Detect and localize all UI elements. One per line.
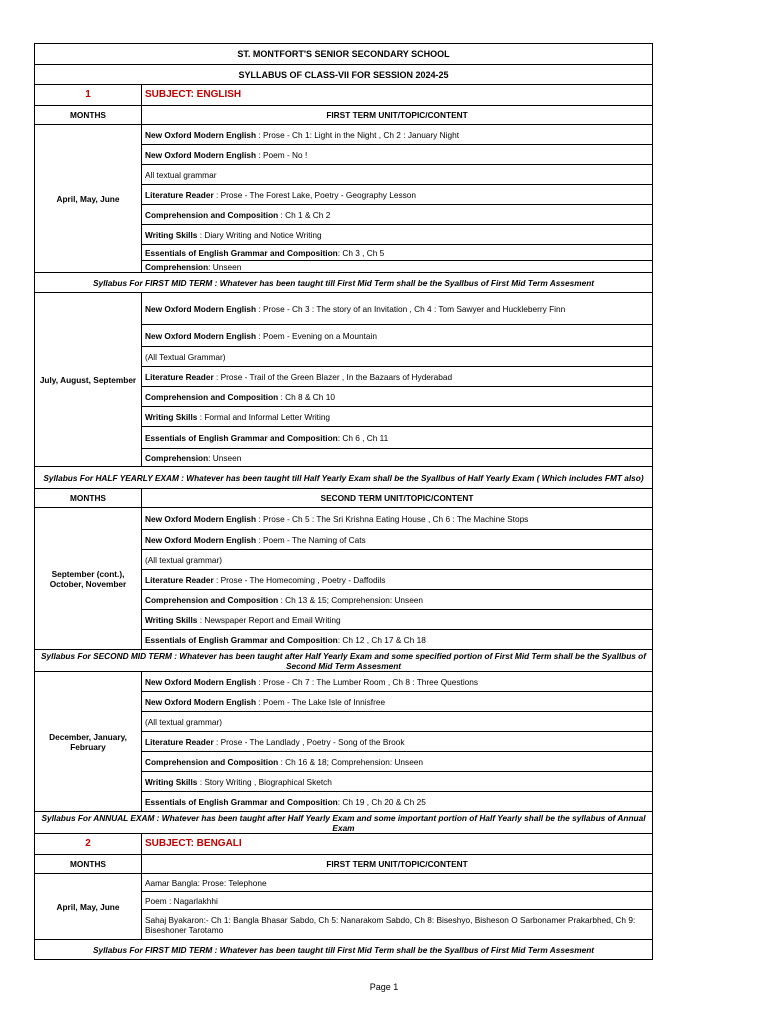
content-text: : Formal and Informal Letter Writing — [197, 411, 331, 422]
content-text: : Prose - The Homecoming , Poetry - Daffodils — [213, 574, 386, 585]
content-heading: Literature Reader — [145, 736, 214, 747]
content-text: : Ch 12 , Ch 17 & Ch 18 — [337, 634, 426, 645]
content-cell — [142, 125, 653, 145]
subject-row — [35, 85, 653, 106]
assessment-note-row — [35, 467, 653, 489]
content-text: : Diary Writing and Notice Writing — [197, 229, 322, 240]
syllabus-row — [35, 125, 653, 145]
content-text: (All textual grammar) — [145, 716, 222, 727]
content-heading: Comprehension and Composition — [145, 391, 279, 402]
content-text: : Unseen — [208, 452, 242, 463]
syllabus-row — [35, 672, 653, 692]
content-cell — [142, 165, 653, 185]
syllabus-row — [35, 508, 653, 530]
content-text: : Ch 1 & Ch 2 — [278, 209, 331, 220]
content-heading: Comprehension and Composition — [145, 756, 279, 767]
content-text: : Prose - Ch 3 : The story of an Invitation , Ch 4 : Tom Sawyer and Huckleberry Finn — [256, 303, 566, 314]
subject-number: 2 — [35, 834, 142, 855]
content-heading: Comprehension — [145, 261, 209, 272]
content-heading: Literature Reader — [145, 189, 214, 200]
syllabus-title-row — [35, 65, 653, 85]
content-cell — [142, 630, 653, 650]
months-cell: September (cont.), October, November — [35, 508, 142, 650]
content-text: All textual grammar — [145, 169, 217, 180]
syllabus-row — [35, 293, 653, 325]
content-heading: New Oxford Modern English — [145, 676, 257, 687]
content-text: Aamar Bangla: Prose: Telephone — [145, 877, 267, 888]
months-header: MONTHS — [35, 489, 142, 508]
content-heading: New Oxford Modern English — [145, 513, 257, 524]
syllabus-row — [35, 874, 653, 892]
content-cell — [142, 293, 653, 325]
content-cell — [142, 145, 653, 165]
content-heading: New Oxford Modern English — [145, 330, 257, 341]
content-cell — [142, 610, 653, 630]
content-text: : Ch 19 , Ch 20 & Ch 25 — [337, 796, 426, 807]
column-header-row — [35, 106, 653, 125]
content-text: : Prose - Ch 7 : The Lumber Room , Ch 8 : Three Questions — [256, 676, 479, 687]
subject-row — [35, 834, 653, 855]
content-cell — [142, 427, 653, 449]
content-heading: Essentials of English Grammar and Composition — [145, 247, 338, 258]
content-text: : Poem - Evening on a Mountain — [256, 330, 377, 341]
assessment-note: Syllabus For FIRST MID TERM : Whatever has been taught till First Mid Term shall be the Syallbus of First Mid Term Assesment — [35, 273, 653, 293]
content-cell — [142, 261, 653, 273]
content-cell — [142, 185, 653, 205]
content-text: : Ch 16 & 18; Comprehension: Unseen — [278, 756, 424, 767]
content-heading: Literature Reader — [145, 574, 214, 585]
content-text: : Unseen — [208, 261, 242, 272]
content-cell — [142, 367, 653, 387]
content-heading: Writing Skills — [145, 614, 198, 625]
content-text: (All Textual Grammar) — [145, 351, 226, 362]
content-text: : Poem - The Lake Isle of Innisfree — [256, 696, 386, 707]
content-cell — [142, 772, 653, 792]
content-heading: Comprehension and Composition — [145, 594, 279, 605]
content-text: : Story Writing , Biographical Sketch — [197, 776, 332, 787]
content-cell — [142, 910, 653, 940]
content-cell — [142, 692, 653, 712]
assessment-note-row — [35, 940, 653, 960]
content-cell — [142, 570, 653, 590]
content-text: : Ch 8 & Ch 10 — [278, 391, 335, 402]
months-cell: April, May, June — [35, 874, 142, 940]
content-text: : Poem - The Naming of Cats — [256, 534, 366, 545]
subject-title: SUBJECT: BENGALI — [142, 834, 653, 855]
subject-title: SUBJECT: ENGLISH — [142, 85, 653, 106]
column-header-row — [35, 855, 653, 874]
content-heading: Comprehension and Composition — [145, 209, 279, 220]
content-heading: New Oxford Modern English — [145, 303, 257, 314]
content-cell — [142, 407, 653, 427]
content-heading: Writing Skills — [145, 229, 198, 240]
assessment-note: Syllabus For HALF YEARLY EXAM : Whatever has been taught till Half Yearly Exam shall be the Syallbus of Half Yearly Exam ( Which includes FMT also) — [35, 467, 653, 489]
months-header: MONTHS — [35, 855, 142, 874]
content-text: : Prose - Ch 5 : The Sri Krishna Eating House , Ch 6 : The Machine Stops — [256, 513, 529, 524]
content-text: (All textual grammar) — [145, 554, 222, 565]
content-text: : Poem - No ! — [256, 149, 308, 160]
subject-number: 1 — [35, 85, 142, 106]
content-heading: Literature Reader — [145, 371, 214, 382]
content-cell — [142, 732, 653, 752]
content-cell — [142, 347, 653, 367]
assessment-note-row — [35, 650, 653, 672]
content-cell — [142, 550, 653, 570]
page-number: Page 1 — [369, 982, 399, 992]
content-heading: Essentials of English Grammar and Composition — [145, 796, 338, 807]
syllabus-table — [34, 43, 653, 960]
content-cell — [142, 508, 653, 530]
content-cell — [142, 672, 653, 692]
content-text: : Ch 6 , Ch 11 — [337, 432, 389, 443]
content-cell — [142, 530, 653, 550]
content-text: : Ch 13 & 15; Comprehension: Unseen — [278, 594, 424, 605]
content-cell — [142, 712, 653, 732]
content-text: : Prose - Ch 1: Light in the Night , Ch 2 : January Night — [256, 129, 460, 140]
content-text: : Newspaper Report and Email Writing — [197, 614, 341, 625]
content-text: Poem : Nagarlakhhi — [145, 895, 218, 906]
content-text: : Prose - The Landlady , Poetry - Song of the Brook — [213, 736, 405, 747]
assessment-note-row — [35, 812, 653, 834]
months-cell: July, August, September — [35, 293, 142, 467]
assessment-note: Syllabus For FIRST MID TERM : Whatever has been taught till First Mid Term shall be the Syallbus of First Mid Term Assesment — [35, 940, 653, 960]
content-header: FIRST TERM UNIT/TOPIC/CONTENT — [142, 855, 653, 874]
content-text: : Prose - Trail of the Green Blazer , In the Bazaars of Hyderabad — [213, 371, 453, 382]
content-cell — [142, 874, 653, 892]
content-header: FIRST TERM UNIT/TOPIC/CONTENT — [142, 106, 653, 125]
content-text: Sahaj Byakaron:- Ch 1: Bangla Bhasar Sabdo, Ch 5: Nanarakom Sabdo, Ch 8: Biseshyo, Bisheson O Sarbonamer Prakarbhed, Ch 9: Biseshoner Tarotamo — [145, 914, 636, 935]
content-heading: Writing Skills — [145, 411, 198, 422]
content-heading: Comprehension — [145, 452, 209, 463]
content-cell — [142, 590, 653, 610]
months-cell: April, May, June — [35, 125, 142, 273]
content-cell — [142, 892, 653, 910]
content-cell — [142, 387, 653, 407]
content-cell — [142, 245, 653, 261]
content-header: SECOND TERM UNIT/TOPIC/CONTENT — [142, 489, 653, 508]
content-heading: New Oxford Modern English — [145, 696, 257, 707]
content-text: : Prose - The Forest Lake, Poetry - Geography Lesson — [213, 189, 417, 200]
content-cell — [142, 449, 653, 467]
months-cell: December, January, February — [35, 672, 142, 812]
content-cell — [142, 325, 653, 347]
assessment-note-row — [35, 273, 653, 293]
school-title: ST. MONTFORT'S SENIOR SECONDARY SCHOOL — [35, 44, 653, 65]
content-text: : Ch 3 , Ch 5 — [337, 247, 385, 258]
content-cell — [142, 792, 653, 812]
content-heading: Writing Skills — [145, 776, 198, 787]
content-cell — [142, 225, 653, 245]
content-heading: New Oxford Modern English — [145, 149, 257, 160]
assessment-note: Syllabus For ANNUAL EXAM : Whatever has been taught after Half Yearly Exam and some important portion of Half Yearly shall be the syllabus of Annual Exam — [35, 812, 653, 834]
assessment-note: Syllabus For SECOND MID TERM : Whatever has been taught after Half Yearly Exam and some specified portion of First Mid Term shall be the Syallbus of Second Mid Term Assesment — [35, 650, 653, 672]
school-title-row — [35, 44, 653, 65]
syllabus-title: SYLLABUS OF CLASS-VII FOR SESSION 2024-25 — [35, 65, 653, 85]
content-cell — [142, 752, 653, 772]
content-cell — [142, 205, 653, 225]
content-heading: Essentials of English Grammar and Composition — [145, 432, 338, 443]
months-header: MONTHS — [35, 106, 142, 125]
content-heading: Essentials of English Grammar and Composition — [145, 634, 338, 645]
content-heading: New Oxford Modern English — [145, 534, 257, 545]
column-header-row — [35, 489, 653, 508]
content-heading: New Oxford Modern English — [145, 129, 257, 140]
